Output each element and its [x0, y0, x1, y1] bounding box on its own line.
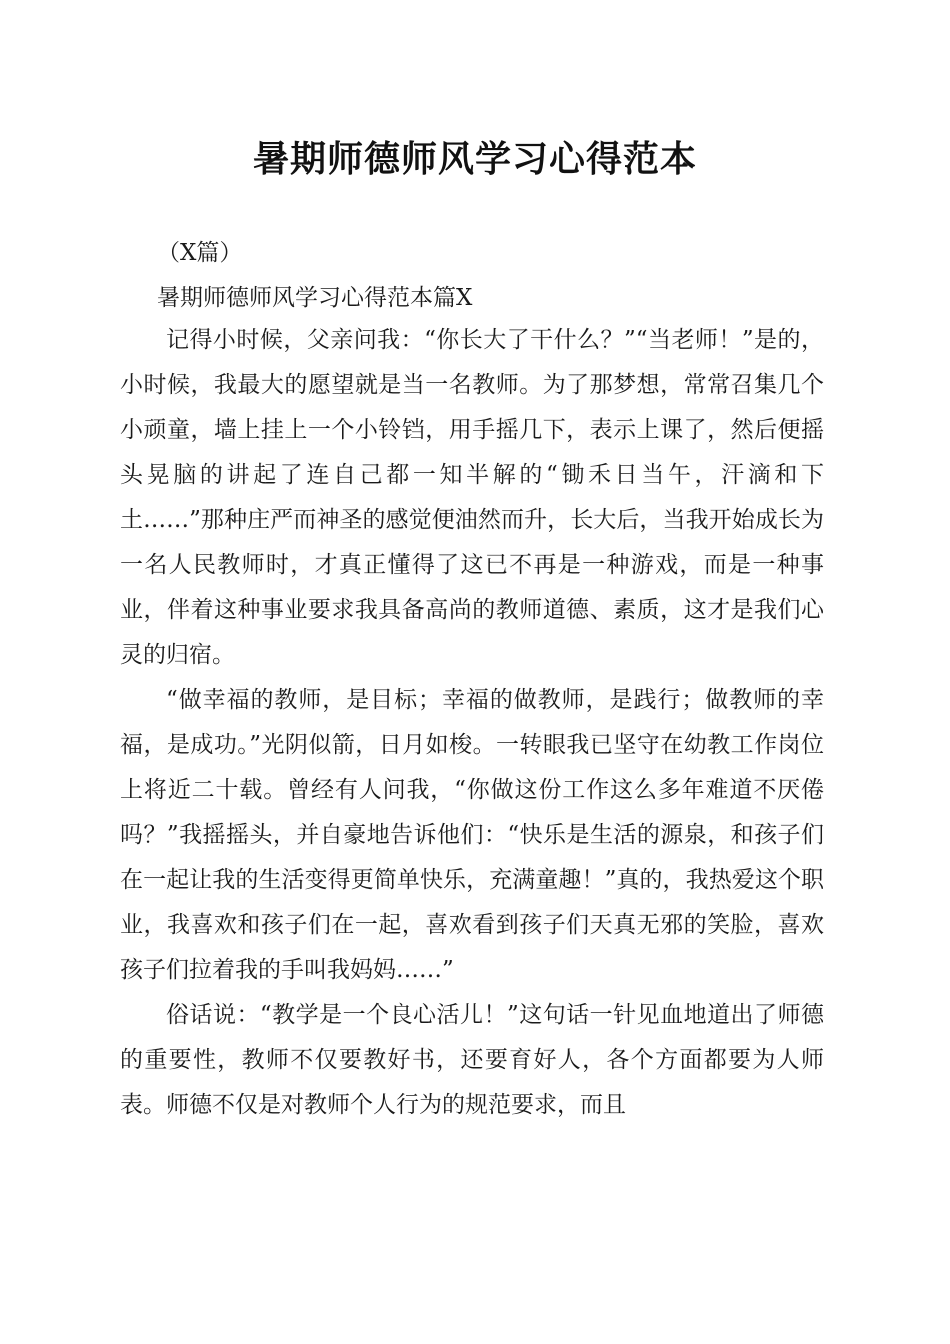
section-heading: 暑期师德师风学习心得范本篇X [157, 285, 473, 311]
body-text [120, 318, 824, 1128]
paragraph: 俗话说：“教学是一个良心活儿！”这句话一针见血地道出了师德的重要性，教师不仅要教好书，还要育好人，各个方面都要为人师表。师德不仅是对教师个人行为的规范要求，而且 [120, 1002, 824, 1118]
paragraph: 记得小时候，父亲问我：“你长大了干什么？”“当老师！”是的，小时候，我最大的愿望就是当一名教师。为了那梦想，常常召集几个小顽童，墙上挂上一个小铃铛，用手摇几下，表示上课了，然后便摇头晃脑的讲起了连自己都一知半解的“锄禾日当午，汗滴和下土……”那种庄严而神圣的感觉便油然而升，长大后，当我开始成长为一名人民教师时，才真正懂得了这已不再是一种游戏，而是一种事业，伴着这种事业要求我具备高尚的教师道德、素质，这才是我们心灵的归宿。 [120, 327, 824, 668]
document-title: 暑期师德师风学习心得范本 [252, 138, 697, 180]
part-label: （X篇） [157, 240, 243, 266]
paragraph: “做幸福的教师，是目标；幸福的做教师，是践行；做教师的幸福，是成功。”光阴似箭，日月如梭。一转眼我已坚守在幼教工作岗位上将近二十载。曾经有人问我，“你做这份工作这么多年难道不厌倦吗？”我摇摇头，并自豪地告诉他们：“快乐是生活的源泉，和孩子们在一起让我的生活变得更简单快乐，充满童趣！”真的，我热爱这个职业，我喜欢和孩子们在一起，喜欢看到孩子们天真无邪的笑脸，喜欢孩子们拉着我的手叫我妈妈……” [120, 687, 824, 983]
